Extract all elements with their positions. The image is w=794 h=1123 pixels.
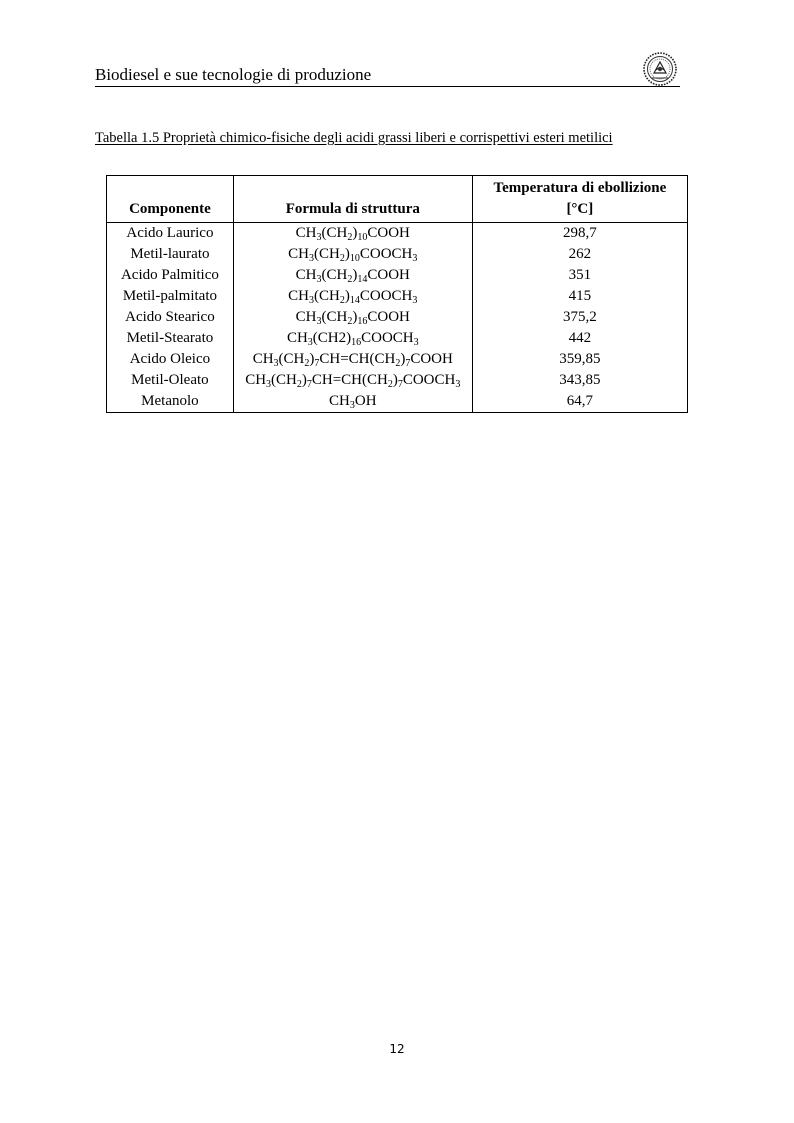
formula-subscript: 10 [357, 232, 368, 243]
university-seal-icon [642, 51, 678, 87]
formula-text: CH [252, 351, 274, 367]
formula-text: CH [295, 225, 317, 241]
component-cell: Metil-Stearato [107, 328, 234, 349]
column-header-formula: Formula di struttura [233, 176, 472, 223]
formula-subscript: 3 [309, 253, 315, 264]
formula-subscript: 2 [347, 316, 353, 327]
formula-subscript: 14 [349, 295, 360, 306]
table-row [107, 328, 688, 349]
formula-text: CH [329, 393, 350, 409]
component-cell: Metil-palmitato [107, 286, 234, 307]
formula-subscript: 3 [413, 337, 419, 348]
formula-text: ) [344, 288, 350, 304]
formula-subscript: 3 [273, 358, 279, 369]
formula-text: ) [309, 351, 315, 367]
page-number: 12 [389, 1042, 405, 1056]
formula-text: COOH [367, 225, 410, 241]
formula-text: CH [245, 372, 267, 388]
table-body [107, 223, 688, 413]
temperature-cell: 343,85 [472, 370, 687, 391]
formula-subscript: 7 [306, 379, 312, 390]
formula-text: (CH2) [312, 330, 352, 346]
component-cell: Metanolo [107, 391, 234, 413]
formula-subscript: 2 [339, 253, 345, 264]
formula-cell [233, 265, 472, 286]
formula-text: ) [400, 351, 406, 367]
formula-text: (CH [271, 372, 297, 388]
column-header-temperature [472, 176, 687, 223]
formula-text: CH=CH(CH [319, 351, 396, 367]
formula-text: COOH [410, 351, 453, 367]
temperature-cell: 442 [472, 328, 687, 349]
formula-subscript: 3 [349, 400, 355, 411]
table-row [107, 349, 688, 370]
formula-text: CH=CH(CH [311, 372, 388, 388]
temperature-cell: 359,85 [472, 349, 687, 370]
formula-cell [233, 349, 472, 370]
formula-text: CH [286, 330, 308, 346]
component-cell: Acido Laurico [107, 223, 234, 245]
formula-text: CH [288, 288, 310, 304]
formula-subscript: 3 [307, 337, 313, 348]
table-row [107, 223, 688, 245]
component-cell: Acido Palmitico [107, 265, 234, 286]
temperature-cell: 375,2 [472, 307, 687, 328]
table-row [107, 370, 688, 391]
table-row [107, 265, 688, 286]
formula-subscript: 16 [357, 316, 368, 327]
formula-text: CH [295, 309, 317, 325]
formula-subscript: 2 [387, 379, 393, 390]
formula-subscript: 14 [357, 274, 368, 285]
formula-text: COOCH [359, 288, 413, 304]
formula-text: OH [354, 393, 377, 409]
temperature-header-unit: [°C] [566, 201, 594, 217]
formula-text: (CH [278, 351, 305, 367]
temperature-cell: 262 [472, 244, 687, 265]
component-cell: Acido Stearico [107, 307, 234, 328]
formula-subscript: 7 [405, 358, 411, 369]
formula-cell [233, 391, 472, 413]
formula-subscript: 2 [339, 295, 345, 306]
formula-subscript: 7 [397, 379, 403, 390]
table-caption: Tabella 1.5 Proprietà chimico-fisiche degli acidi grassi liberi e corrispettivi esteri metilici [95, 130, 613, 146]
formula-text: (CH [314, 288, 340, 304]
formula-text: ) [301, 372, 307, 388]
formula-text: CH [288, 246, 310, 262]
formula-cell [233, 244, 472, 265]
formula-subscript: 2 [395, 358, 401, 369]
formula-text: COOCH [402, 372, 456, 388]
table-row [107, 391, 688, 413]
formula-cell [233, 307, 472, 328]
formula-cell [233, 223, 472, 245]
properties-table [106, 175, 688, 413]
running-header [95, 64, 680, 87]
column-header-component: Componente [107, 176, 234, 223]
formula-subscript: 3 [316, 274, 322, 285]
formula-text: (CH [314, 246, 340, 262]
formula-subscript: 3 [266, 379, 272, 390]
formula-subscript: 2 [296, 379, 302, 390]
component-cell: Metil-laurato [107, 244, 234, 265]
formula-text: ) [352, 267, 358, 283]
formula-text: CH [295, 267, 317, 283]
formula-subscript: 3 [316, 232, 322, 243]
table-row [107, 286, 688, 307]
formula-text: COOH [367, 267, 410, 283]
formula-text: ) [352, 225, 358, 241]
formula-cell [233, 328, 472, 349]
temperature-cell: 415 [472, 286, 687, 307]
formula-subscript: 2 [347, 274, 353, 285]
formula-subscript: 2 [347, 232, 353, 243]
formula-text: (CH [321, 309, 348, 325]
formula-cell [233, 286, 472, 307]
formula-text: COOH [367, 309, 410, 325]
formula-subscript: 7 [314, 358, 320, 369]
formula-text: (CH [321, 267, 348, 283]
table-header-row [107, 176, 688, 223]
formula-text: COOCH [359, 246, 413, 262]
temperature-cell: 351 [472, 265, 687, 286]
table-row [107, 307, 688, 328]
formula-text: (CH [321, 225, 348, 241]
component-cell: Acido Oleico [107, 349, 234, 370]
formula-text: ) [344, 246, 350, 262]
formula-text: ) [352, 309, 358, 325]
formula-cell [233, 370, 472, 391]
formula-subscript: 3 [412, 295, 418, 306]
temperature-cell: 64,7 [472, 391, 687, 413]
formula-subscript: 3 [309, 295, 315, 306]
formula-text: ) [392, 372, 398, 388]
formula-subscript: 2 [304, 358, 310, 369]
temperature-header-label: Temperatura di ebollizione [493, 180, 667, 196]
table-row [107, 244, 688, 265]
component-cell: Metil-Oleato [107, 370, 234, 391]
formula-text: COOCH [361, 330, 414, 346]
formula-subscript: 16 [351, 337, 362, 348]
formula-subscript: 3 [316, 316, 322, 327]
formula-subscript: 3 [455, 379, 461, 390]
running-title: Biodiesel e sue tecnologie di produzione [95, 65, 372, 84]
temperature-cell: 298,7 [472, 223, 687, 245]
formula-subscript: 3 [412, 253, 418, 264]
formula-subscript: 10 [349, 253, 360, 264]
